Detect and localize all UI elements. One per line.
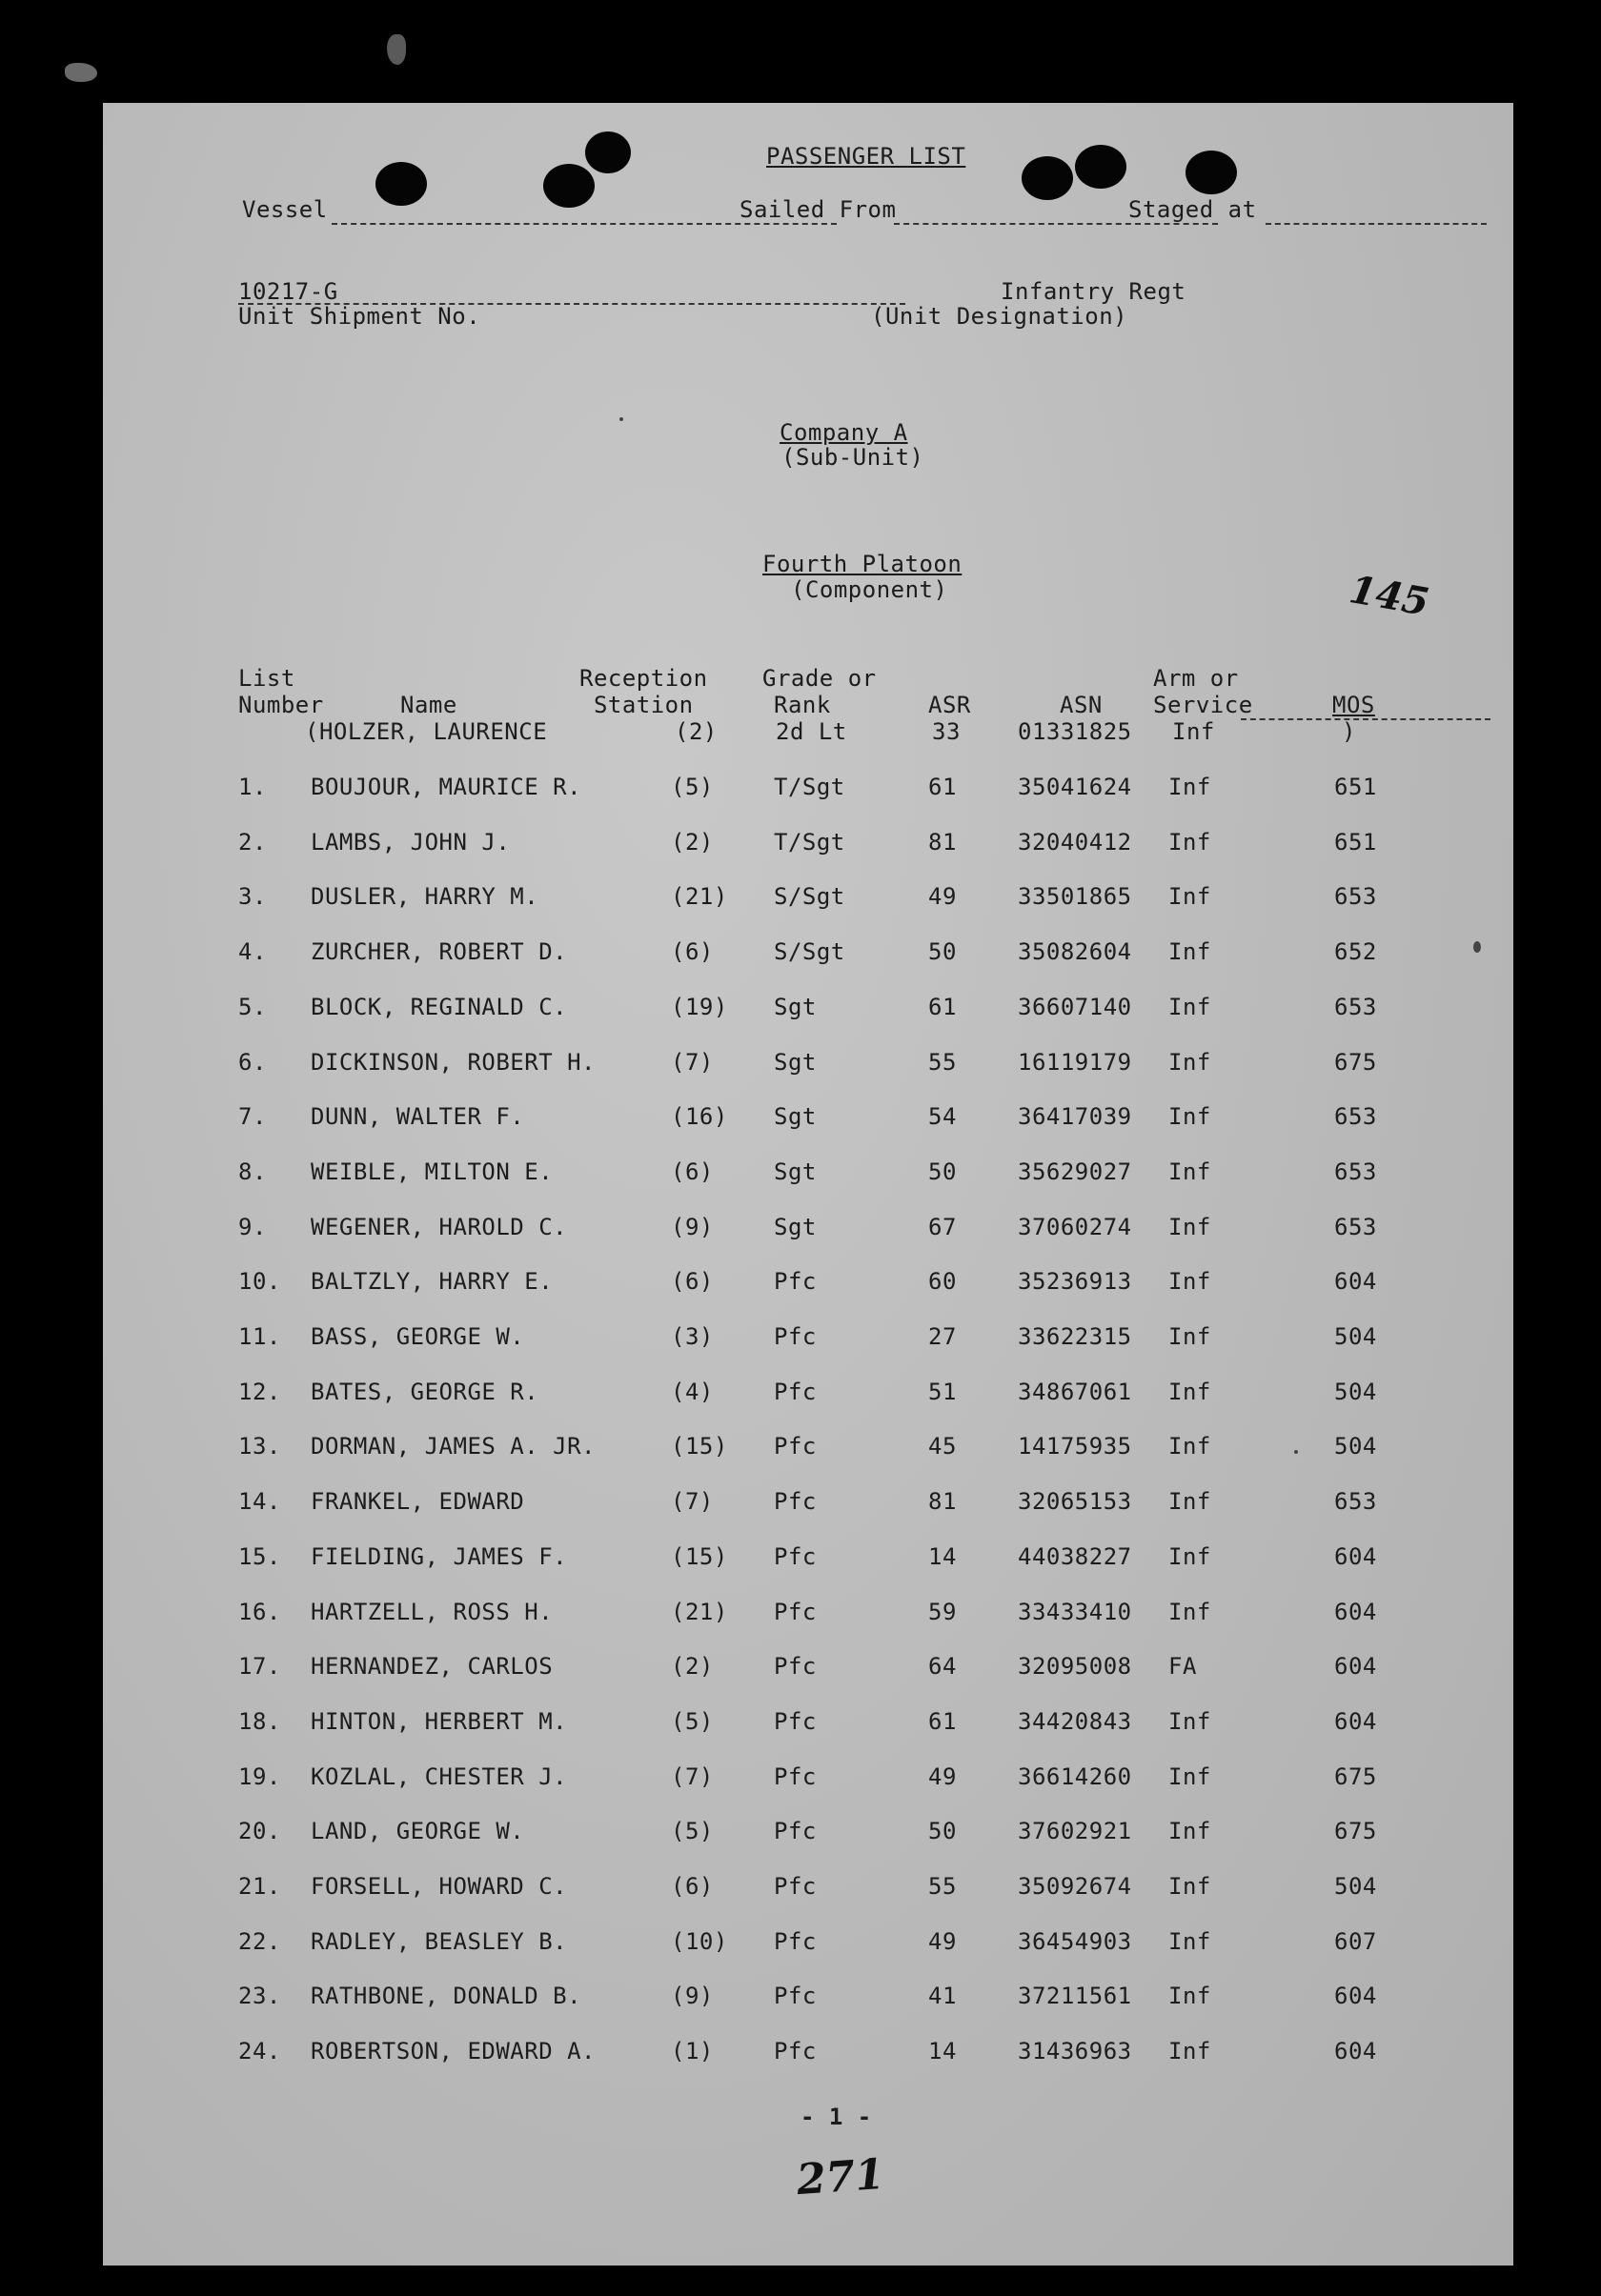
row-number: 11. xyxy=(238,1323,281,1350)
row-mos: 653 xyxy=(1334,993,1377,1020)
row-mos: 651 xyxy=(1334,828,1377,856)
row-name: DICKINSON, ROBERT H. xyxy=(311,1048,596,1076)
col-list-number-line2: Number xyxy=(238,692,324,718)
row-name: DUSLER, HARRY M. xyxy=(311,883,539,911)
row-arm: Inf xyxy=(1168,1048,1211,1076)
table-row xyxy=(103,1983,1513,2021)
col-grade xyxy=(762,665,877,718)
row-arm: Inf xyxy=(1168,1323,1211,1350)
row-name: BASS, GEORGE W. xyxy=(311,1323,525,1350)
row-asr: 59 xyxy=(928,1598,957,1625)
row-station: (9) xyxy=(671,1983,714,2010)
row-asn: 14175935 xyxy=(1018,1433,1132,1460)
table-row xyxy=(103,829,1513,867)
row-station: (10) xyxy=(671,1927,728,1955)
row-asn: 36417039 xyxy=(1018,1103,1132,1131)
row-asr: 60 xyxy=(928,1268,957,1296)
row-name: BATES, GEORGE R. xyxy=(311,1378,539,1405)
row-grade: Pfc xyxy=(774,1378,817,1405)
row-name: KOZLAL, CHESTER J. xyxy=(311,1762,568,1790)
row-arm: Inf xyxy=(1168,1268,1211,1296)
row-asn: 33433410 xyxy=(1018,1598,1132,1625)
document-page xyxy=(103,103,1513,2266)
row-arm: Inf xyxy=(1168,2038,1211,2065)
row-asn: 37060274 xyxy=(1018,1213,1132,1240)
row-arm: Inf xyxy=(1168,1983,1211,2010)
row-asn: 37211561 xyxy=(1018,1983,1132,2010)
officer-arm: Inf xyxy=(1172,718,1215,745)
row-name: FRANKEL, EDWARD xyxy=(311,1488,525,1516)
table-row xyxy=(103,1268,1513,1306)
row-number: 19. xyxy=(238,1762,281,1790)
row-mos: 604 xyxy=(1334,1268,1377,1296)
row-number: 8. xyxy=(238,1158,267,1185)
table-row xyxy=(103,1708,1513,1746)
row-mos: 675 xyxy=(1334,1048,1377,1076)
col-reception xyxy=(579,665,708,718)
row-station: (15) xyxy=(671,1433,728,1460)
row-mos: 653 xyxy=(1334,1213,1377,1240)
row-asr: 14 xyxy=(928,2038,957,2065)
row-asr: 55 xyxy=(928,1048,957,1076)
row-asr: 49 xyxy=(928,1927,957,1955)
row-grade: Pfc xyxy=(774,1268,817,1296)
table-row xyxy=(103,774,1513,812)
unit-designation-label: (Unit Designation) xyxy=(871,303,1128,330)
row-asr: 41 xyxy=(928,1983,957,2010)
paper-speck xyxy=(1294,1450,1298,1454)
row-number: 23. xyxy=(238,1983,281,2010)
row-station: (7) xyxy=(671,1488,714,1516)
punch-hole xyxy=(1022,156,1073,200)
row-asr: 49 xyxy=(928,1762,957,1790)
punch-hole xyxy=(585,131,631,173)
row-arm: Inf xyxy=(1168,993,1211,1020)
row-arm: Inf xyxy=(1168,774,1211,800)
paper-fragment xyxy=(387,34,406,65)
row-name: FORSELL, HOWARD C. xyxy=(311,1873,568,1900)
row-grade: Pfc xyxy=(774,1762,817,1790)
punch-hole xyxy=(375,162,427,206)
row-asr: 14 xyxy=(928,1542,957,1570)
unit-shipment-value: 10217-G xyxy=(238,278,338,305)
row-arm: Inf xyxy=(1168,1158,1211,1185)
row-station: (15) xyxy=(671,1542,728,1570)
row-station: (21) xyxy=(671,1598,728,1625)
row-station: (16) xyxy=(671,1103,728,1131)
row-asn: 35092674 xyxy=(1018,1873,1132,1900)
col-arm-line1: Arm or xyxy=(1153,665,1239,692)
row-asr: 49 xyxy=(928,883,957,911)
row-number: 12. xyxy=(238,1378,281,1405)
row-station: (7) xyxy=(671,1048,714,1076)
table-row xyxy=(103,883,1513,921)
row-grade: Pfc xyxy=(774,1542,817,1570)
row-name: RATHBONE, DONALD B. xyxy=(311,1983,582,2010)
row-asn: 32095008 xyxy=(1018,1653,1132,1681)
row-grade: Pfc xyxy=(774,1488,817,1516)
row-number: 5. xyxy=(238,993,267,1020)
staged-at-line xyxy=(1266,223,1487,225)
row-asn: 35082604 xyxy=(1018,938,1132,966)
row-name: LAMBS, JOHN J. xyxy=(311,828,511,856)
row-name: ZURCHER, ROBERT D. xyxy=(311,938,568,966)
row-name: BALTZLY, HARRY E. xyxy=(311,1268,554,1296)
row-asr: 54 xyxy=(928,1103,957,1131)
row-name: DUNN, WALTER F. xyxy=(311,1103,525,1131)
row-station: (6) xyxy=(671,938,714,966)
row-asn: 36607140 xyxy=(1018,993,1132,1020)
row-number: 20. xyxy=(238,1818,281,1845)
sailed-from-label: Sailed From xyxy=(740,196,897,223)
row-grade: Pfc xyxy=(774,1707,817,1735)
row-asn: 35041624 xyxy=(1018,774,1132,800)
row-grade: Sgt xyxy=(774,1158,817,1185)
row-mos: 651 xyxy=(1334,774,1377,800)
row-station: (2) xyxy=(671,1653,714,1681)
row-name: FIELDING, JAMES F. xyxy=(311,1542,568,1570)
table-row xyxy=(103,1928,1513,1966)
row-arm: Inf xyxy=(1168,1433,1211,1460)
row-arm: Inf xyxy=(1168,1762,1211,1790)
unit-designation-value: Infantry Regt xyxy=(1001,278,1186,305)
row-grade: Sgt xyxy=(774,1048,817,1076)
table-row xyxy=(103,1653,1513,1691)
row-grade: Sgt xyxy=(774,1103,817,1131)
row-mos: 675 xyxy=(1334,1762,1377,1790)
row-asn: 34420843 xyxy=(1018,1707,1132,1735)
row-arm: Inf xyxy=(1168,828,1211,856)
punch-hole xyxy=(1075,145,1126,189)
col-grade-line1: Grade or xyxy=(762,665,877,692)
row-number: 17. xyxy=(238,1653,281,1681)
row-mos: 604 xyxy=(1334,1598,1377,1625)
col-list-number xyxy=(238,665,324,718)
row-mos: 504 xyxy=(1334,1323,1377,1350)
row-mos: 653 xyxy=(1334,883,1377,911)
row-station: (19) xyxy=(671,993,728,1020)
row-asn: 37602921 xyxy=(1018,1818,1132,1845)
row-asr: 61 xyxy=(928,1707,957,1735)
row-station: (9) xyxy=(671,1213,714,1240)
row-name: ROBERTSON, EDWARD A. xyxy=(311,2038,596,2065)
row-station: (4) xyxy=(671,1378,714,1405)
row-number: 7. xyxy=(238,1103,267,1131)
officer-name: (HOLZER, LAURENCE xyxy=(305,718,548,745)
row-grade: Sgt xyxy=(774,993,817,1020)
row-mos: 652 xyxy=(1334,938,1377,966)
row-asn: 32065153 xyxy=(1018,1488,1132,1516)
row-arm: Inf xyxy=(1168,1818,1211,1845)
row-station: (5) xyxy=(671,1707,714,1735)
sailed-from-line xyxy=(894,223,1218,225)
row-number: 18. xyxy=(238,1707,281,1735)
unit-shipment-label: Unit Shipment No. xyxy=(238,303,481,330)
row-station: (6) xyxy=(671,1158,714,1185)
col-name: Name xyxy=(400,692,457,718)
row-asn: 32040412 xyxy=(1018,828,1132,856)
row-grade: Pfc xyxy=(774,1433,817,1460)
row-station: (2) xyxy=(671,828,714,856)
row-name: DORMAN, JAMES A. JR. xyxy=(311,1433,596,1460)
table-row xyxy=(103,1763,1513,1802)
row-grade: Pfc xyxy=(774,1818,817,1845)
row-asn: 36614260 xyxy=(1018,1762,1132,1790)
table-row xyxy=(103,1433,1513,1471)
row-number: 22. xyxy=(238,1927,281,1955)
row-arm: Inf xyxy=(1168,938,1211,966)
row-name: HERNANDEZ, CARLOS xyxy=(311,1653,554,1681)
row-grade: S/Sgt xyxy=(774,883,845,911)
row-name: RADLEY, BEASLEY B. xyxy=(311,1927,568,1955)
table-row xyxy=(103,1543,1513,1581)
row-mos: 504 xyxy=(1334,1433,1377,1460)
officer-row xyxy=(103,718,1513,756)
row-arm: Inf xyxy=(1168,883,1211,911)
row-arm: Inf xyxy=(1168,1488,1211,1516)
col-grade-line2: Rank xyxy=(774,692,831,718)
table-row xyxy=(103,1818,1513,1856)
row-station: (5) xyxy=(671,774,714,800)
row-arm: Inf xyxy=(1168,1213,1211,1240)
row-station: (7) xyxy=(671,1762,714,1790)
row-arm: Inf xyxy=(1168,1103,1211,1131)
row-number: 16. xyxy=(238,1598,281,1625)
row-asn: 34867061 xyxy=(1018,1378,1132,1405)
row-arm: Inf xyxy=(1168,1542,1211,1570)
staged-at-label: Staged at xyxy=(1128,196,1257,223)
col-asr: ASR xyxy=(928,692,971,718)
paper-speck xyxy=(1473,941,1481,953)
page-number: - 1 - xyxy=(800,2104,872,2130)
row-mos: 653 xyxy=(1334,1488,1377,1516)
row-mos: 604 xyxy=(1334,1653,1377,1681)
row-number: 9. xyxy=(238,1213,267,1240)
row-asr: 50 xyxy=(928,938,957,966)
row-asn: 44038227 xyxy=(1018,1542,1132,1570)
row-mos: 607 xyxy=(1334,1927,1377,1955)
vessel-label: Vessel xyxy=(242,196,328,223)
row-number: 2. xyxy=(238,828,267,856)
row-asr: 81 xyxy=(928,828,957,856)
row-asn: 36454903 xyxy=(1018,1927,1132,1955)
document-title: PASSENGER LIST xyxy=(766,143,966,170)
row-name: LAND, GEORGE W. xyxy=(311,1818,525,1845)
row-grade: S/Sgt xyxy=(774,938,845,966)
row-mos: 604 xyxy=(1334,2038,1377,2065)
table-row xyxy=(103,1379,1513,1417)
row-mos: 604 xyxy=(1334,1707,1377,1735)
officer-mos: ) xyxy=(1342,718,1356,745)
col-mos: MOS xyxy=(1332,692,1375,718)
table-row xyxy=(103,994,1513,1032)
row-asn: 31436963 xyxy=(1018,2038,1132,2065)
row-asr: 81 xyxy=(928,1488,957,1516)
row-station: (6) xyxy=(671,1268,714,1296)
row-station: (1) xyxy=(671,2038,714,2065)
row-arm: Inf xyxy=(1168,1873,1211,1900)
row-number: 1. xyxy=(238,774,267,800)
stamp-number: 145 xyxy=(1346,567,1432,625)
table-row xyxy=(103,1873,1513,1911)
row-mos: 653 xyxy=(1334,1158,1377,1185)
row-name: WEIBLE, MILTON E. xyxy=(311,1158,554,1185)
table-row xyxy=(103,1158,1513,1197)
row-asn: 35236913 xyxy=(1018,1268,1132,1296)
row-number: 6. xyxy=(238,1048,267,1076)
officer-asn: 01331825 xyxy=(1018,718,1132,745)
row-grade: Pfc xyxy=(774,1323,817,1350)
col-asn: ASN xyxy=(1060,692,1103,718)
component-label: (Component) xyxy=(791,576,948,603)
row-asr: 45 xyxy=(928,1433,957,1460)
col-reception-line2: Station xyxy=(593,692,694,718)
row-station: (6) xyxy=(671,1873,714,1900)
col-arm xyxy=(1153,665,1253,718)
table-row xyxy=(103,2038,1513,2076)
row-number: 21. xyxy=(238,1873,281,1900)
table-row xyxy=(103,1323,1513,1361)
row-grade: Pfc xyxy=(774,1983,817,2010)
row-grade: T/Sgt xyxy=(774,774,845,800)
row-number: 4. xyxy=(238,938,267,966)
row-asr: 61 xyxy=(928,993,957,1020)
row-asr: 50 xyxy=(928,1818,957,1845)
col-list-number-line1: List xyxy=(238,665,295,692)
officer-station: (2) xyxy=(675,718,718,745)
row-asr: 51 xyxy=(928,1378,957,1405)
row-asr: 27 xyxy=(928,1323,957,1350)
paper-speck xyxy=(619,417,623,421)
row-mos: 604 xyxy=(1334,1542,1377,1570)
row-mos: 504 xyxy=(1334,1378,1377,1405)
row-name: BLOCK, REGINALD C. xyxy=(311,993,568,1020)
table-row xyxy=(103,1488,1513,1526)
row-arm: Inf xyxy=(1168,1927,1211,1955)
component-value: Fourth Platoon xyxy=(762,551,963,577)
row-grade: Pfc xyxy=(774,1927,817,1955)
table-row xyxy=(103,1049,1513,1087)
row-asn: 16119179 xyxy=(1018,1048,1132,1076)
row-name: WEGENER, HAROLD C. xyxy=(311,1213,568,1240)
row-asr: 67 xyxy=(928,1213,957,1240)
row-mos: 675 xyxy=(1334,1818,1377,1845)
table-row xyxy=(103,938,1513,977)
row-name: HINTON, HERBERT M. xyxy=(311,1707,568,1735)
officer-grade: 2d Lt xyxy=(776,718,847,745)
handwritten-number: 271 xyxy=(795,2149,886,2205)
row-grade: Sgt xyxy=(774,1213,817,1240)
row-grade: Pfc xyxy=(774,1653,817,1681)
row-asr: 61 xyxy=(928,774,957,800)
sub-unit-value: Company A xyxy=(780,419,908,446)
table-row xyxy=(103,1599,1513,1637)
col-arm-line2: Service xyxy=(1153,692,1253,718)
sub-unit-label: (Sub-Unit) xyxy=(781,444,924,471)
row-asn: 35629027 xyxy=(1018,1158,1132,1185)
officer-asr: 33 xyxy=(932,718,961,745)
row-asn: 33622315 xyxy=(1018,1323,1132,1350)
row-asr: 55 xyxy=(928,1873,957,1900)
row-station: (5) xyxy=(671,1818,714,1845)
row-number: 13. xyxy=(238,1433,281,1460)
row-arm: Inf xyxy=(1168,1598,1211,1625)
row-station: (21) xyxy=(671,883,728,911)
row-number: 14. xyxy=(238,1488,281,1516)
row-name: BOUJOUR, MAURICE R. xyxy=(311,774,582,800)
row-number: 10. xyxy=(238,1268,281,1296)
row-arm: Inf xyxy=(1168,1707,1211,1735)
row-mos: 604 xyxy=(1334,1983,1377,2010)
row-grade: Pfc xyxy=(774,2038,817,2065)
row-mos: 653 xyxy=(1334,1103,1377,1131)
row-asr: 64 xyxy=(928,1653,957,1681)
row-grade: Pfc xyxy=(774,1598,817,1625)
punch-hole xyxy=(1186,151,1237,194)
table-row xyxy=(103,1103,1513,1141)
row-grade: Pfc xyxy=(774,1873,817,1900)
row-asr: 50 xyxy=(928,1158,957,1185)
col-reception-line1: Reception xyxy=(579,665,708,692)
row-asn: 33501865 xyxy=(1018,883,1132,911)
row-number: 3. xyxy=(238,883,267,911)
row-grade: T/Sgt xyxy=(774,828,845,856)
paper-fragment xyxy=(65,63,97,82)
row-number: 15. xyxy=(238,1542,281,1570)
table-row xyxy=(103,1214,1513,1252)
row-number: 24. xyxy=(238,2038,281,2065)
punch-hole xyxy=(543,164,595,208)
row-arm: Inf xyxy=(1168,1378,1211,1405)
row-name: HARTZELL, ROSS H. xyxy=(311,1598,554,1625)
row-mos: 504 xyxy=(1334,1873,1377,1900)
vessel-line xyxy=(332,223,837,225)
row-arm: FA xyxy=(1168,1653,1197,1681)
row-station: (3) xyxy=(671,1323,714,1350)
